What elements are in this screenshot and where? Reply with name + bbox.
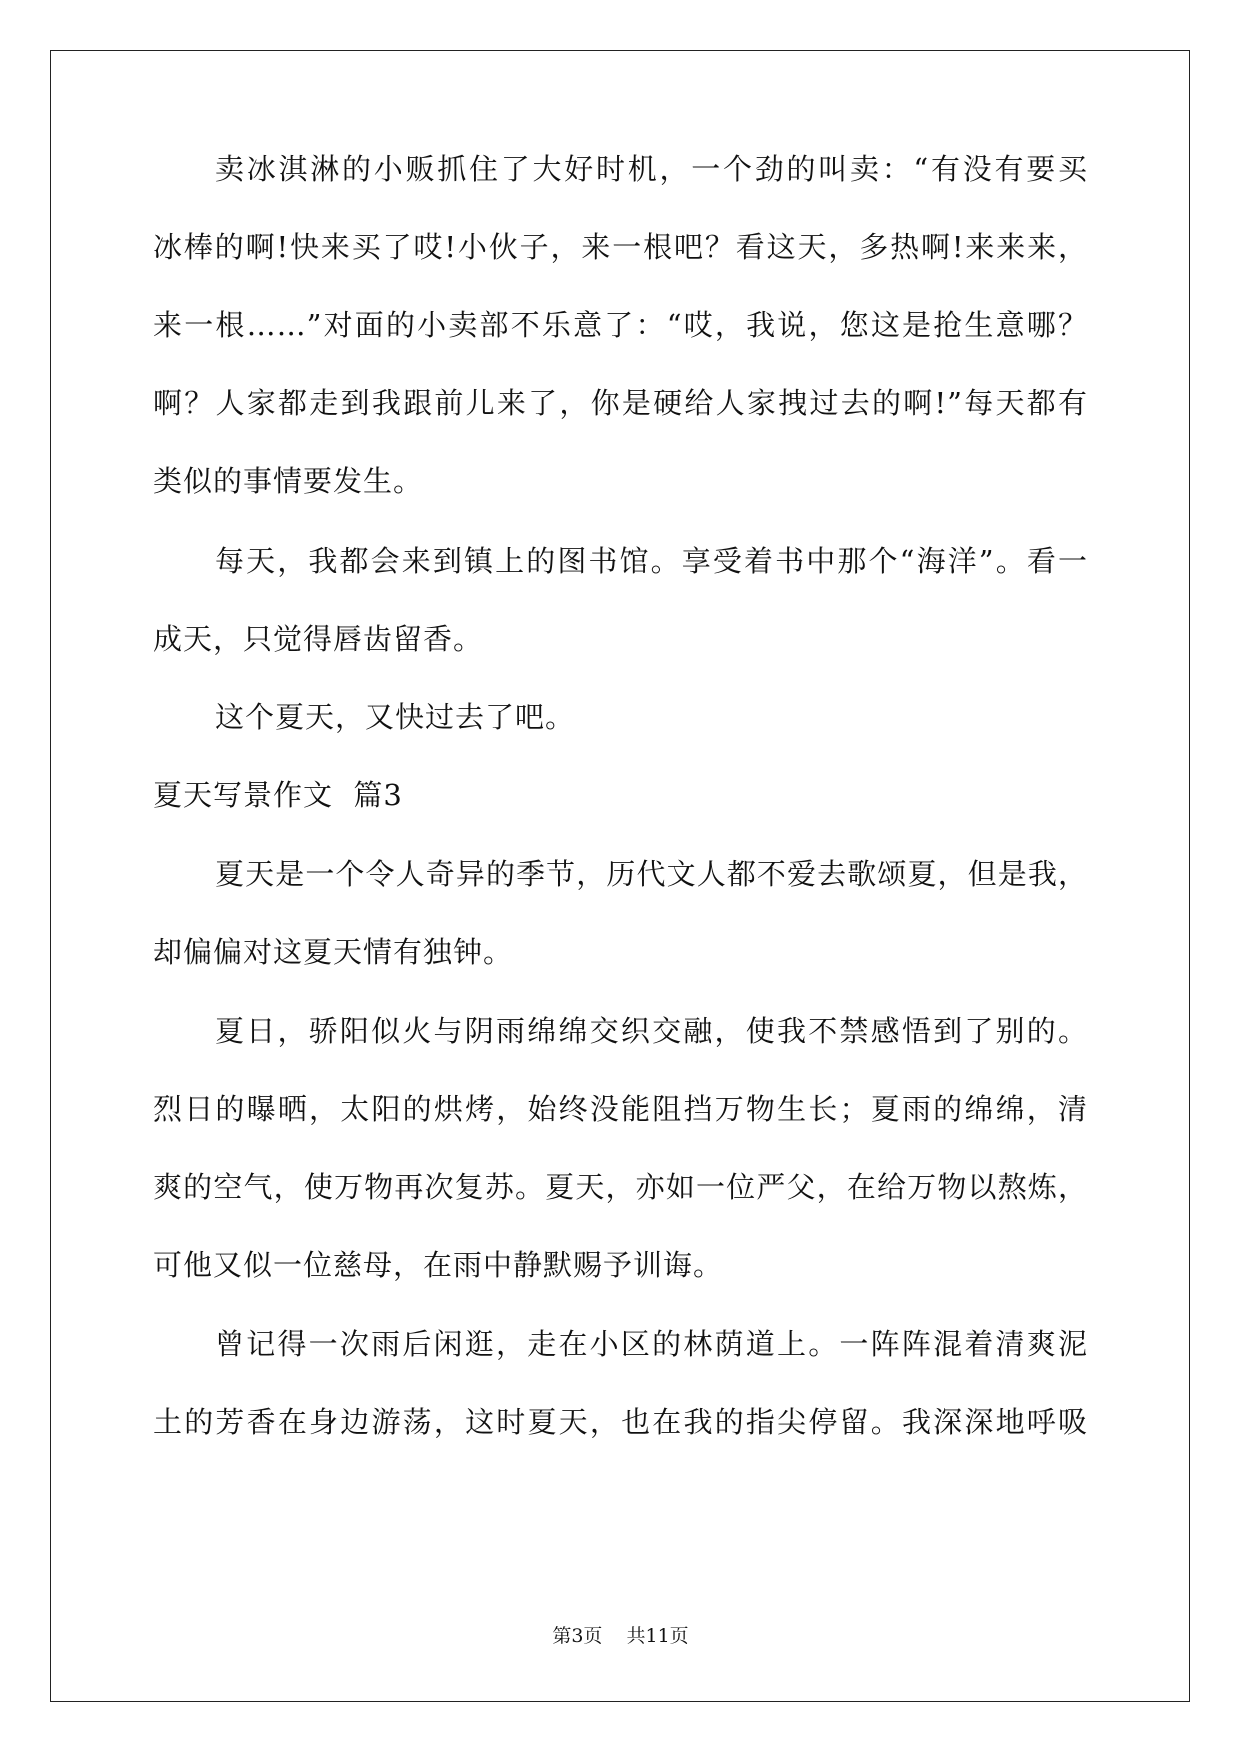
page-footer: 第3页 共11页 [552, 1625, 689, 1647]
paragraph-line: 成天，只觉得唇齿留香。 [153, 622, 484, 656]
paragraph-line: 啊？人家都走到我跟前儿来了，你是硬给人家拽过去的啊!”每天都有 [153, 386, 1088, 420]
paragraph-line: 可他又似一位慈母，在雨中静默赐予训诲。 [153, 1248, 724, 1282]
paragraph-line: 烈日的曝晒，太阳的烘烤，始终没能阻挡万物生长；夏雨的绵绵，清 [153, 1092, 1088, 1126]
paragraph-line: 曾记得一次雨后闲逛，走在小区的林荫道上。一阵阵混着清爽泥 [215, 1327, 1088, 1361]
paragraph-line: 土的芳香在身边游荡，这时夏天，也在我的指尖停留。我深深地呼吸 [153, 1405, 1088, 1439]
paragraph-line: 类似的事情要发生。 [153, 464, 424, 498]
paragraph-line: 冰棒的啊!快来买了哎!小伙子，来一根吧？看这天，多热啊!来来来， [153, 230, 1088, 264]
paragraph-line: 却偏偏对这夏天情有独钟。 [153, 935, 514, 969]
paragraph-line: 卖冰淇淋的小贩抓住了大好时机，一个劲的叫卖：“有没有要买 [215, 152, 1088, 186]
paragraph-line: 爽的空气，使万物再次复苏。夏天，亦如一位严父，在给万物以熬炼， [153, 1170, 1088, 1204]
paragraph-line: 这个夏天，又快过去了吧。 [215, 700, 576, 734]
section-heading: 夏天写景作文 篇3 [153, 778, 403, 812]
paragraph-line: 来一根……”对面的小卖部不乐意了：“哎，我说，您这是抢生意哪？ [153, 308, 1088, 342]
paragraph-line: 夏日，骄阳似火与阴雨绵绵交织交融，使我不禁感悟到了别的。 [215, 1014, 1088, 1048]
paragraph-line: 每天，我都会来到镇上的图书馆。享受着书中那个“海洋”。看一 [215, 544, 1088, 578]
paragraph-line: 夏天是一个令人奇异的季节，历代文人都不爱去歌颂夏，但是我， [215, 857, 1088, 891]
